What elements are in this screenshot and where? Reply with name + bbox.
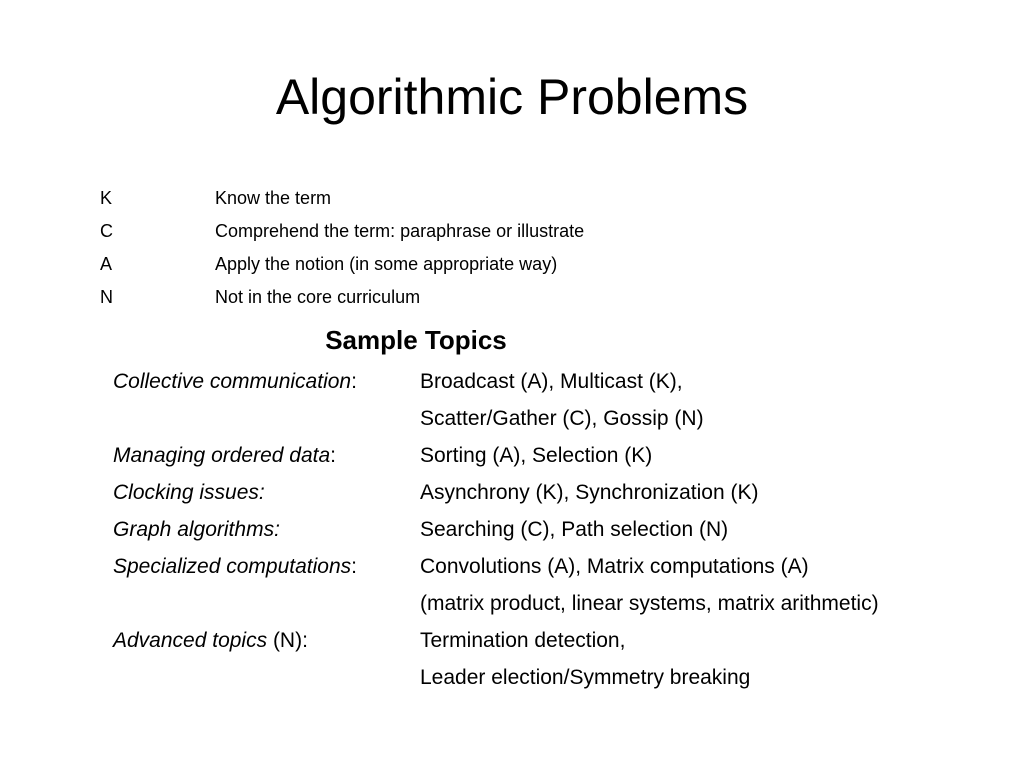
topic-name: Collective communication (113, 370, 352, 393)
topic-row (113, 476, 879, 513)
legend-code: C (100, 221, 113, 241)
legend-row (100, 184, 584, 217)
topic-items: Sorting (A), Selection (K) (420, 444, 653, 467)
topic-suffix: : (351, 370, 357, 393)
topic-row (113, 661, 879, 698)
sample-topics-heading: Sample Topics (325, 325, 507, 355)
topic-name: Clocking issues: (113, 481, 265, 504)
topic-row (113, 402, 879, 439)
legend-description: Apply the notion (in some appropriate way) (215, 254, 558, 274)
legend-row (100, 283, 584, 316)
topic-label (113, 624, 420, 658)
topic-items: Leader election/Symmetry breaking (420, 666, 751, 689)
topic-suffix: : (330, 444, 337, 467)
legend-code: K (100, 188, 113, 208)
topic-items: Broadcast (A), Multicast (K), (420, 370, 683, 393)
topic-items: Convolutions (A), Matrix computations (A) (420, 555, 809, 578)
topic-row (113, 550, 879, 587)
topic-items: Asynchrony (K), Synchronization (K) (420, 481, 759, 504)
topic-suffix: (N): (267, 629, 308, 652)
topic-suffix: : (351, 555, 357, 578)
legend-row (100, 217, 584, 250)
topic-items: Searching (C), Path selection (N) (420, 518, 729, 541)
topic-name: Graph algorithms: (113, 518, 280, 541)
legend-row (100, 250, 584, 283)
topic-label (113, 365, 420, 399)
legend-description: Comprehend the term: paraphrase or illustrate (215, 221, 585, 241)
topic-items: Scatter/Gather (C), Gossip (N) (420, 407, 704, 430)
topic-row (113, 365, 879, 402)
topic-label (113, 550, 420, 584)
legend-code: A (100, 254, 113, 274)
topic-items: (matrix product, linear systems, matrix arithmetic) (420, 592, 879, 615)
topic-row (113, 624, 879, 661)
topic-name: Advanced topics (113, 629, 268, 652)
legend-description: Not in the core curriculum (215, 287, 421, 307)
slide-title: Algorithmic Problems (275, 69, 749, 125)
topic-label (113, 439, 420, 473)
topic-name: Specialized computations (113, 555, 352, 578)
topics-list (113, 365, 879, 698)
topic-row (113, 439, 879, 476)
topic-label (113, 476, 420, 510)
topic-label (113, 513, 420, 547)
topic-row (113, 587, 879, 624)
topic-row (113, 513, 879, 550)
legend-description: Know the term (215, 188, 332, 208)
topic-name: Managing ordered data (113, 444, 331, 467)
legend-list (100, 184, 584, 316)
legend-code: N (100, 287, 113, 307)
topic-items: Termination detection, (420, 629, 626, 652)
